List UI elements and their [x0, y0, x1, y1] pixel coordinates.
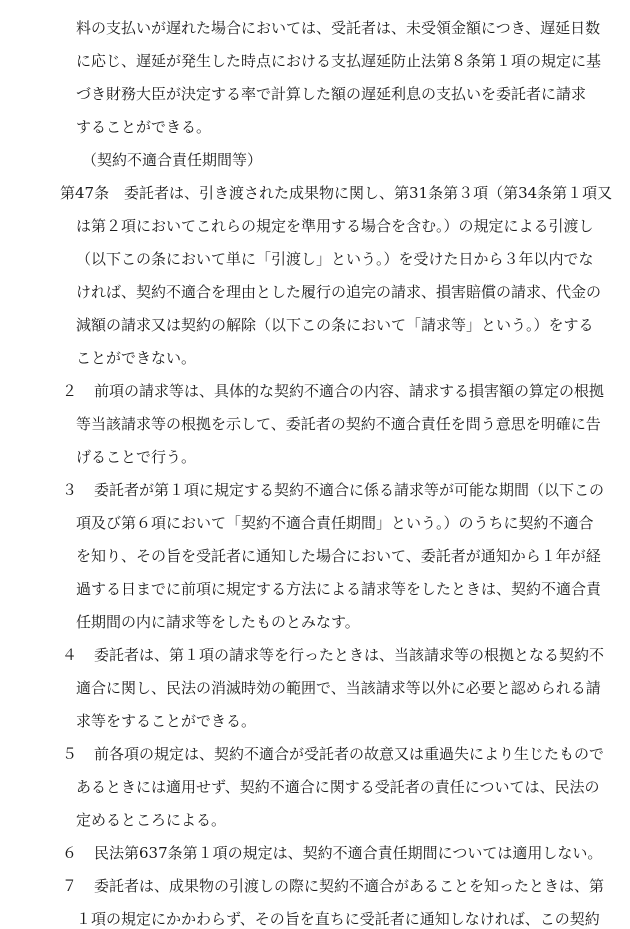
paragraph-first-line: 委託者は、第１項の請求等を行ったときは、当該請求等の根拠となる契約不: [94, 646, 605, 664]
paragraph-number: ５: [62, 745, 78, 763]
text-line: 項及び第６項において「契約不適合責任期間」という。）のうちに契約不適合: [76, 514, 594, 532]
text-line: することができる。: [76, 118, 212, 136]
text-line: 減額の請求又は契約の解除（以下この条において「請求等」という。）をする: [76, 316, 594, 334]
text-line: 料の支払いが遅れた場合においては、受託者は、未受領金額につき、遅延日数: [76, 19, 601, 37]
article-caption: （契約不適合責任期間等）: [82, 151, 263, 169]
text-line: １項の規定にかかわらず、その旨を直ちに受託者に通知しなければ、この契約: [76, 910, 600, 928]
text-line: あるときには適用せず、契約不適合に関する受託者の責任については、民法の: [76, 778, 600, 796]
paragraph-number: ７: [62, 877, 78, 895]
text-line: 適合に関し、民法の消滅時効の範囲で、当該請求等以外に必要と認められる請: [76, 679, 601, 697]
text-line: づき財務大臣が決定する率で計算した額の遅延利息の支払いを委託者に請求: [76, 85, 587, 103]
text-line: ことができない。: [76, 349, 197, 367]
paragraph-number: ４: [62, 646, 78, 664]
text-line: を知り、その旨を受託者に通知した場合において、委託者が通知から１年が経: [76, 547, 601, 565]
paragraph-first-line: 前各項の規定は、契約不適合が受託者の故意又は重過失により生じたもので: [94, 745, 605, 763]
paragraph-number: ３: [62, 481, 78, 499]
text-line: 求等をすることができる。: [76, 712, 257, 730]
text-line: （以下この条において単に「引渡し」という。）を受けた日から３年以内でな: [76, 250, 594, 268]
text-line: ければ、契約不適合を理由とした履行の追完の請求、損害賠償の請求、代金の: [76, 283, 602, 301]
paragraph-first-line: 委託者が第１項に規定する契約不適合に係る請求等が可能な期間（以下この: [94, 481, 605, 499]
paragraph-first-line: 民法第637条第１項の規定は、契約不適合責任期間については適用しない。: [94, 844, 603, 862]
paragraph-first-line: 前項の請求等は、具体的な契約不適合の内容、請求する損害額の算定の根拠: [94, 382, 605, 400]
article-first-line: 委託者は、引き渡された成果物に関し、第31条第３項（第34条第１項又: [124, 184, 613, 202]
text-line: は第２項においてこれらの規定を準用する場合を含む。）の規定による引渡し: [76, 217, 594, 235]
paragraph-number: ６: [62, 844, 78, 862]
text-line: 定めるところによる。: [76, 811, 227, 829]
text-line: げることで行う。: [76, 448, 197, 466]
text-line: に応じ、遅延が発生した時点における支払遅延防止法第８条第１項の規定に基: [76, 52, 602, 70]
text-line: 任期間の内に請求等をしたものとみなす。: [76, 613, 360, 631]
paragraph-number: ２: [62, 382, 78, 400]
text-line: 等当該請求等の根拠を示して、委託者の契約不適合責任を問う意思を明確に告: [76, 415, 601, 433]
text-line: 過する日までに前項に規定する方法による請求等をしたときは、契約不適合責: [76, 580, 602, 598]
paragraph-first-line: 委託者は、成果物の引渡しの際に契約不適合があることを知ったときは、第: [94, 877, 605, 895]
article-number: 第47条: [60, 184, 110, 202]
